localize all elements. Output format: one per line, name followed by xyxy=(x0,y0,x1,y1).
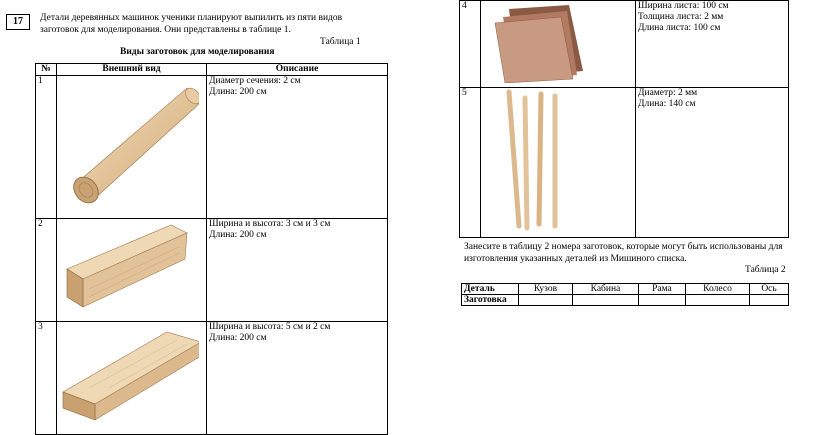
row-description: Ширина и высота: 5 см и 2 см Длина: 200 см xyxy=(207,322,388,435)
parts-row-header: Деталь xyxy=(462,284,519,295)
row-description: Диаметр сечения: 2 см Длина: 200 см xyxy=(207,76,388,219)
table-row xyxy=(460,88,789,238)
header-number: № xyxy=(36,64,57,76)
table1-title: Виды заготовок для моделирования xyxy=(120,47,275,57)
flat-board-image xyxy=(59,322,199,430)
table-row xyxy=(36,322,388,435)
table-row xyxy=(36,219,388,322)
blanks-row-header: Заготовка xyxy=(462,295,519,306)
row-description: Ширина листа: 100 см Толщина листа: 2 мм Длина листа: 100 см xyxy=(636,1,789,88)
blanks-table xyxy=(35,63,388,435)
answer-cell-axle[interactable] xyxy=(750,295,789,306)
image-cell xyxy=(481,88,636,238)
row-number: 5 xyxy=(460,88,481,238)
answer-cell-cabin[interactable] xyxy=(572,295,638,306)
table-header-row xyxy=(36,64,388,76)
instruction-text: Занесите в таблицу 2 номера заготовок, которые могут быть использованы для изготовления указанных деталей из Мишиного списка. xyxy=(464,242,783,264)
image-cell xyxy=(57,76,207,219)
part-frame: Рама xyxy=(638,284,685,295)
image-cell xyxy=(481,1,636,88)
answer-cell-frame[interactable] xyxy=(638,295,685,306)
image-cell xyxy=(57,219,207,322)
parts-row xyxy=(462,284,789,295)
answer-cell-body[interactable] xyxy=(519,295,573,306)
row-description: Диаметр: 2 мм Длина: 140 см xyxy=(636,88,789,238)
table2-label: Таблица 2 xyxy=(745,265,786,275)
sheet-image xyxy=(483,1,633,83)
part-axle: Ось xyxy=(750,284,789,295)
blanks-row xyxy=(462,295,789,306)
header-appearance: Внешний вид xyxy=(57,64,207,76)
sticks-image xyxy=(483,88,633,233)
part-cabin: Кабина xyxy=(572,284,638,295)
image-cell xyxy=(57,322,207,435)
task-number: 17 xyxy=(6,14,30,30)
answer-table xyxy=(461,283,789,306)
square-bar-image xyxy=(59,219,199,317)
table-row xyxy=(460,1,789,88)
row-number: 3 xyxy=(36,322,57,435)
blanks-table-continued xyxy=(459,0,789,238)
table1-label: Таблица 1 xyxy=(320,37,361,47)
row-number: 1 xyxy=(36,76,57,219)
answer-cell-wheel[interactable] xyxy=(685,295,749,306)
table-row xyxy=(36,76,388,219)
header-description: Описание xyxy=(207,64,388,76)
round-rod-image xyxy=(59,76,199,214)
row-description: Ширина и высота: 3 см и 3 см Длина: 200 см xyxy=(207,219,388,322)
row-number: 4 xyxy=(460,1,481,88)
part-body: Кузов xyxy=(519,284,573,295)
part-wheel: Колесо xyxy=(685,284,749,295)
row-number: 2 xyxy=(36,219,57,322)
intro-text: Детали деревянных машинок ученики планируют выпилить из пяти видов заготовок для моделирования. Они представлены в таблице 1. xyxy=(40,13,343,35)
